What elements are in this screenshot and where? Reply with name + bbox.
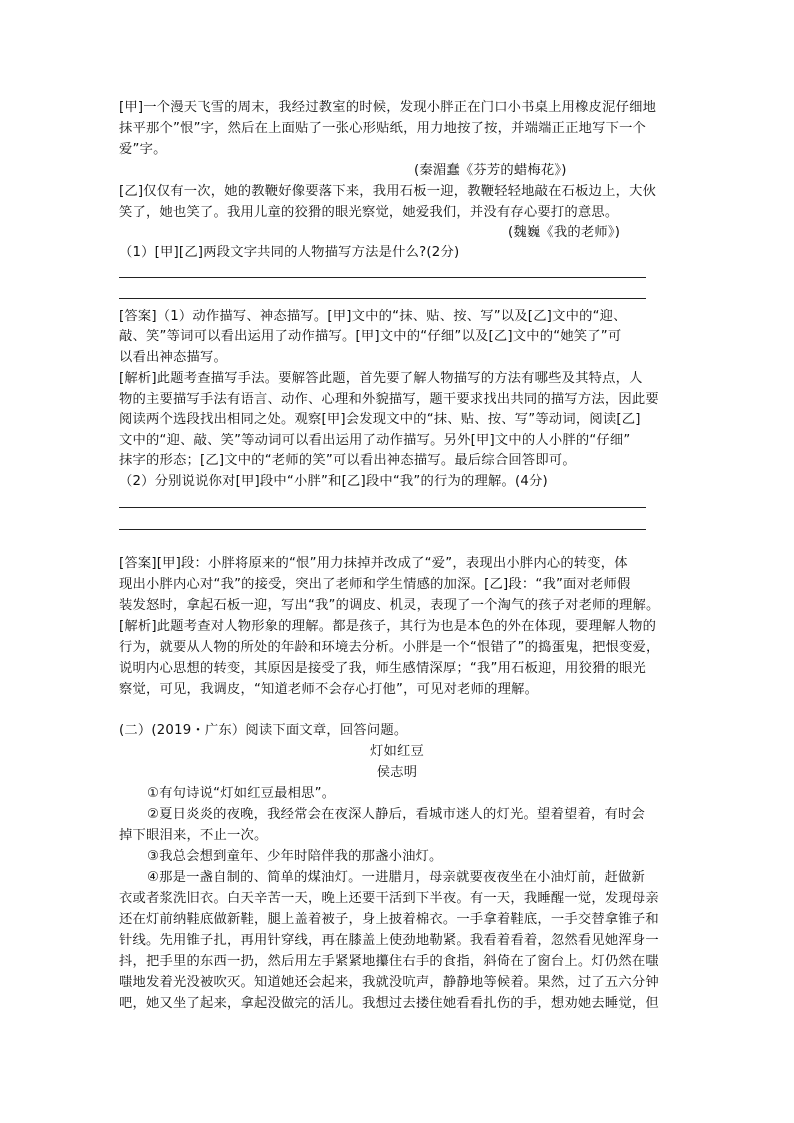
q1-analysis-line: [解析]此题考查描写手法。要解答此题，首先要了解人物描写的方法有哪些及其特点，人	[119, 371, 643, 386]
q1-answer-line: 敲、笑”等词可以看出运用了动作描写。[甲]文中的“仔细”以及[乙]文中的“她笑了”可	[119, 329, 622, 344]
answer-line	[119, 277, 646, 278]
answer-line	[119, 507, 646, 508]
paragraph-line: 还在灯前纳鞋底做新鞋，腿上盖着被子，身上披着棉衣。一手拿着鞋底，一手交替拿锥子和	[119, 912, 659, 927]
q2-answer-line: 行为，就要从人物的所处的年龄和环境去分析。小胖是一个“恨错了”的捣蛋鬼，把恨变爱，	[119, 640, 660, 655]
q1-analysis-line: 阅读两个选段找出相同之处。观察[甲]会发现文中的“抹、贴、按、写”等动词，阅读[乙]	[119, 412, 641, 427]
paragraph-line: 衣或者浆洗旧衣。白天辛苦一天，晚上还要干活到下半夜。有一天，我睡醒一觉，发现母亲	[119, 891, 659, 906]
q1-answer-line: [答案]（1）动作描写、神态描写。[甲]文中的“抹、贴、按、写”以及[乙]文中的“迎、	[119, 309, 627, 324]
paragraph-line: 嗤地发着光没被吹灭。知道她还会起来，我就没吭声，静静地等候着。果然，过了五六分钟	[119, 975, 659, 990]
paragraph-line: ②夏日炎炎的夜晚，我经常会在夜深人静后，看城市迷人的灯光。望着望着，有时会	[147, 807, 646, 822]
paragraph-line: ①有句诗说“灯如红豆最相思”。	[147, 786, 336, 801]
paragraph-line: 吧，她又坐了起来，拿起没做完的活儿。我想过去搂住她看看扎伤的手，想劝她去睡觉，但	[119, 996, 659, 1011]
passage-b-source: (魏巍《我的老师》)	[508, 225, 621, 240]
section-intro: (二）(2019・广东）阅读下面文章，回答问题。	[119, 723, 408, 738]
paragraph-line: 抖，把手里的东西一扔，然后用左手紧紧地攥住右手的食指，斜倚在了窗台上。灯仍然在嗤	[119, 954, 659, 969]
q1-analysis-line: 文中的“迎、敲、笑”等动词可以看出运用了动作描写。另外[甲]文中的人小胖的“仔细”	[119, 433, 631, 448]
passage-a-source: (秦湄蠢《芬芳的蜡梅花》)	[414, 163, 567, 178]
article-title: 灯如红豆	[370, 744, 424, 759]
passage-a-line: 抹平那个”恨”字，然后在上面贴了一张心形贴纸，用力地按了按，并端端正正地写下一个	[119, 121, 647, 136]
q1-analysis-line: 抹字的形态；[乙]文中的“老师的笑”可以看出神态描写。最后综合回答即可。	[119, 453, 576, 468]
question-1: （1）[甲][乙]两段文字共同的人物描写方法是什么?(2分)	[119, 245, 460, 260]
q2-answer-line: 现出小胖内心对“我”的接受，突出了老师和学生情感的加深。[乙]段：“我”面对老师假	[119, 577, 631, 592]
passage-a-line: 爱”字。	[119, 142, 167, 157]
passage-b-line: [乙]仅仅有一次，她的教鞭好像要落下来，我用石板一迎，教鞭轻轻地敲在石板边上，大伙	[119, 184, 657, 199]
answer-line	[119, 298, 646, 299]
question-2: （2）分别说说你对[甲]段中“小胖”和[乙]段中“我”的行为的理解。(4分)	[119, 474, 548, 489]
paragraph-line: ④那是一盏自制的、简单的煤油灯。一进腊月，母亲就要夜夜坐在小油灯前，赶做新	[147, 870, 646, 885]
q1-analysis-line: 物的主要描写手法有语言、动作、心理和外貌描写，题干要求找出共同的描写方法，因此要	[119, 392, 659, 407]
q2-answer-line: 说明内心思想的转变，其原因是接受了我，师生感情深厚；“我”用石板迎，用狡猾的眼光	[119, 661, 647, 676]
answer-line	[119, 529, 646, 530]
paragraph-line: 掉下眼泪来，不止一次。	[119, 828, 268, 843]
paragraph-line: 针线。先用锥子扎，再用针穿线，再在膝盖上使劲地勒紧。我看着看着，忽然看见她浑身一	[119, 933, 659, 948]
passage-a-line: [甲]一个漫天飞雪的周末，我经过教室的时候，发现小胖正在门口小书桌上用橡皮泥仔细地	[119, 100, 657, 115]
q2-answer-line: [解析]此题考查对人物形象的理解。都是孩子，其行为也是本色的外在体现，要理解人物的	[119, 619, 657, 634]
q2-answer-line: 察觉，可见，我调皮，“知道老师不会存心打他”，可见对老师的理解。	[119, 682, 539, 697]
passage-b-line: 笑了，她也笑了。我用儿童的狡猾的眼光察觉，她爱我们，并没有存心要打的意思。	[119, 205, 619, 220]
article-author: 侯志明	[376, 765, 418, 780]
q2-answer-line: [答案][甲]段：小胖将原来的“恨”用力抹掉并改成了“爱”，表现出小胖内心的转变，体	[119, 556, 628, 571]
q1-answer-line: 以看出神态描写。	[119, 350, 227, 365]
q2-answer-line: 装发怒时，拿起石板一迎，写出“我”的调皮、机灵，表现了一个淘气的孩子对老师的理解。	[119, 598, 660, 613]
paragraph-line: ③我总会想到童年、少年时陪伴我的那盏小油灯。	[147, 849, 443, 864]
